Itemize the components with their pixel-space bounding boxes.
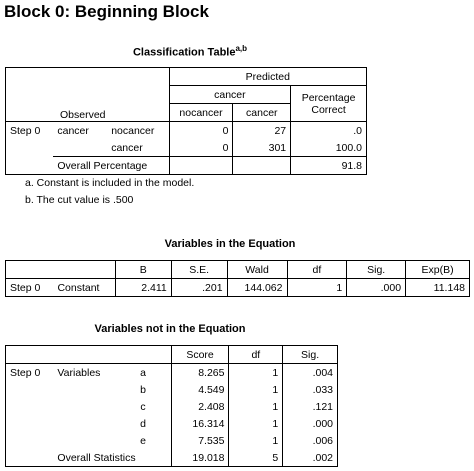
step-label: Step 0 xyxy=(10,366,41,379)
table-row xyxy=(6,381,338,398)
row-label: nocancer xyxy=(107,122,169,140)
cell-value: 7.535 xyxy=(171,432,229,449)
row-label: b xyxy=(115,381,171,398)
predicted-header: Predicted xyxy=(169,68,366,86)
table-row xyxy=(6,415,338,432)
group-label: Variables xyxy=(57,366,101,379)
cell-value: 4.549 xyxy=(171,381,229,398)
cell-value: .000 xyxy=(347,279,406,297)
cancer-group-header: cancer xyxy=(169,86,291,104)
cell-value: 2.411 xyxy=(115,279,171,297)
cell-value: .004 xyxy=(312,366,333,379)
row-label: d xyxy=(115,415,171,432)
col-cancer-header: cancer xyxy=(233,104,291,122)
cell-value: 0 xyxy=(169,122,233,140)
col-header: Exp(B) xyxy=(406,261,470,279)
cell-value: 11.148 xyxy=(433,281,465,294)
classification-table-title xyxy=(100,44,280,59)
col-header: Wald xyxy=(227,261,287,279)
row-label: a xyxy=(115,364,171,382)
cell-value: 27 xyxy=(233,122,291,140)
cell-value: 5 xyxy=(229,449,283,467)
step-label: Step 0 xyxy=(10,281,41,294)
table-row xyxy=(6,449,338,467)
cell-value: .006 xyxy=(312,434,333,447)
table-row xyxy=(6,279,470,297)
cell-value: 8.265 xyxy=(171,364,229,382)
col-header: S.E. xyxy=(171,261,227,279)
percentage-correct-header xyxy=(291,86,367,122)
cell-value: 2.408 xyxy=(171,398,229,415)
cell-value: 301 xyxy=(233,139,291,157)
cell-value: .033 xyxy=(312,383,333,396)
overall-percentage-label: Overall Percentage xyxy=(53,157,169,175)
observed-variable: cancer xyxy=(57,124,89,137)
cell-value: .002 xyxy=(312,451,333,464)
cell-value: 1 xyxy=(229,398,283,415)
cell-value: 1 xyxy=(229,381,283,398)
step-label: Step 0 xyxy=(10,124,41,137)
vars-in-title: Variables in the Equation xyxy=(164,238,296,250)
cell-value: 1 xyxy=(229,432,283,449)
cell-value: .121 xyxy=(312,400,333,413)
block-title: Block 0: Beginning Block xyxy=(4,2,209,21)
cell-value: 100.0 xyxy=(335,141,362,154)
row-label: cancer xyxy=(107,139,169,157)
cell-value: 1 xyxy=(229,364,283,382)
row-label: c xyxy=(115,398,171,415)
percentage-line1: Percentage xyxy=(301,91,356,104)
col-header: Score xyxy=(171,346,229,364)
cell-value: 91.8 xyxy=(291,157,367,175)
classification-title-sup: a,b xyxy=(235,44,248,53)
vars-in-table xyxy=(5,260,470,297)
col-header: df xyxy=(229,346,283,364)
observed-header: Observed xyxy=(6,68,170,122)
table-row xyxy=(6,364,338,382)
cell-value: 19.018 xyxy=(171,449,229,467)
row-label: Constant xyxy=(53,279,115,297)
cell-value: .201 xyxy=(171,279,227,297)
col-nocancer-header: nocancer xyxy=(169,104,233,122)
percentage-line2: Correct xyxy=(311,103,346,116)
row-label: e xyxy=(115,432,171,449)
cell-value: 0 xyxy=(169,139,233,157)
cell-value: 1 xyxy=(287,279,347,297)
vars-not-title: Variables not in the Equation xyxy=(94,323,246,335)
cell-value: .000 xyxy=(312,417,333,430)
overall-statistics-label: Overall Statistics xyxy=(53,449,171,467)
cell-value: 1 xyxy=(229,415,283,432)
cell-value: .0 xyxy=(353,124,362,137)
cell-value: 16.314 xyxy=(171,415,229,432)
table-row xyxy=(6,398,338,415)
classification-table xyxy=(5,67,367,175)
table-row xyxy=(6,157,367,175)
cell-value: 144.062 xyxy=(227,279,287,297)
table-row xyxy=(6,432,338,449)
col-header: Sig. xyxy=(283,346,338,364)
col-header: Sig. xyxy=(347,261,406,279)
col-header: B xyxy=(115,261,171,279)
table-row xyxy=(6,122,367,140)
vars-not-table xyxy=(5,345,338,467)
col-header: df xyxy=(287,261,347,279)
footnote-a: a. Constant is included in the model. xyxy=(25,177,195,189)
footnote-b: b. The cut value is .500 xyxy=(25,194,134,206)
classification-title-text: Classification Table xyxy=(132,46,236,59)
table-row xyxy=(6,139,367,157)
